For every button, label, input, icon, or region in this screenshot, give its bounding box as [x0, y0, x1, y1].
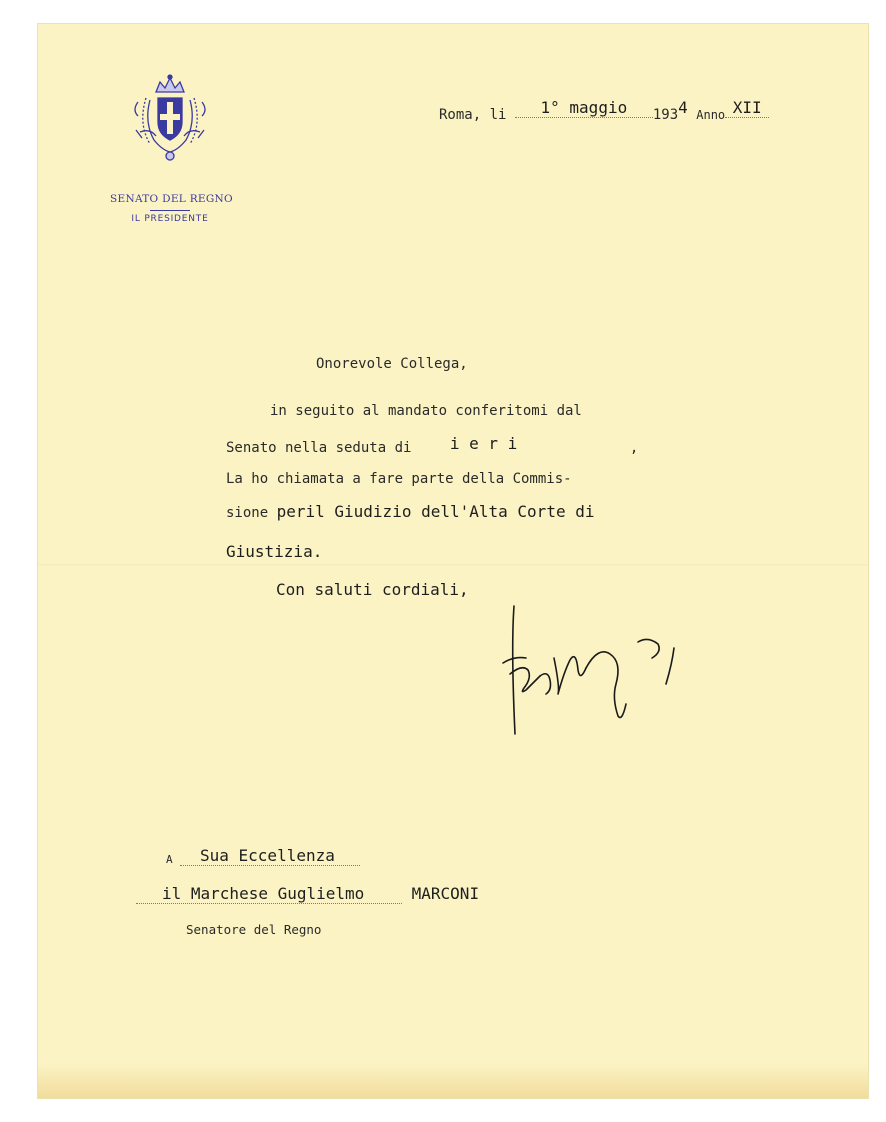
body-line-1: in seguito al mandato conferitomi dal	[270, 403, 582, 419]
dateline-anno-label: Anno	[696, 108, 726, 122]
body-line-4-fill: peril Giudizio dell'Alta Corte di	[276, 502, 595, 521]
body-line-2-suffix: ,	[629, 440, 639, 456]
addressee-name	[136, 884, 479, 904]
letter-paper	[38, 24, 868, 1098]
body-line-4-prefix: sione	[226, 505, 269, 521]
addressee-title-text: Sua Eccellenza	[180, 846, 360, 866]
dateline-year-digit: 4	[678, 98, 688, 117]
dateline-year-prefix: 193	[652, 107, 679, 123]
dateline-anno-value: XII	[725, 98, 769, 118]
addressee-title	[180, 846, 360, 866]
body-line-2	[226, 434, 639, 456]
body-line-5: Giustizia.	[226, 542, 323, 561]
body-line-2-fill: i e r i	[449, 434, 518, 453]
savoy-coat-of-arms-icon	[110, 72, 230, 162]
paper-fold	[38, 564, 868, 566]
closing: Con saluti cordiali,	[276, 580, 469, 599]
addressee-role: Senatore del Regno	[186, 922, 322, 937]
addressee-surname: MARCONI	[411, 884, 480, 903]
dateline-day-month: 1° maggio	[515, 98, 653, 118]
handwritten-signature-icon	[498, 598, 688, 738]
salutation: Onorevole Collega,	[316, 356, 468, 372]
letterhead-office: IL PRESIDENTE	[131, 214, 209, 224]
addressee-name-prefix: il Marchese Guglielmo	[136, 884, 402, 904]
dateline-prefix: Roma, li	[439, 107, 507, 123]
letterhead-divider	[150, 210, 190, 211]
body-line-2-prefix: Senato nella seduta di	[226, 440, 412, 456]
addressee-a-label: A	[166, 853, 173, 866]
paper-stain	[38, 1064, 868, 1098]
dateline	[439, 98, 769, 124]
letterhead-institution: SENATO DEL REGNO	[110, 193, 233, 205]
body-line-4	[226, 502, 594, 521]
body-line-3: La ho chiamata a fare parte della Commis-	[226, 471, 572, 487]
